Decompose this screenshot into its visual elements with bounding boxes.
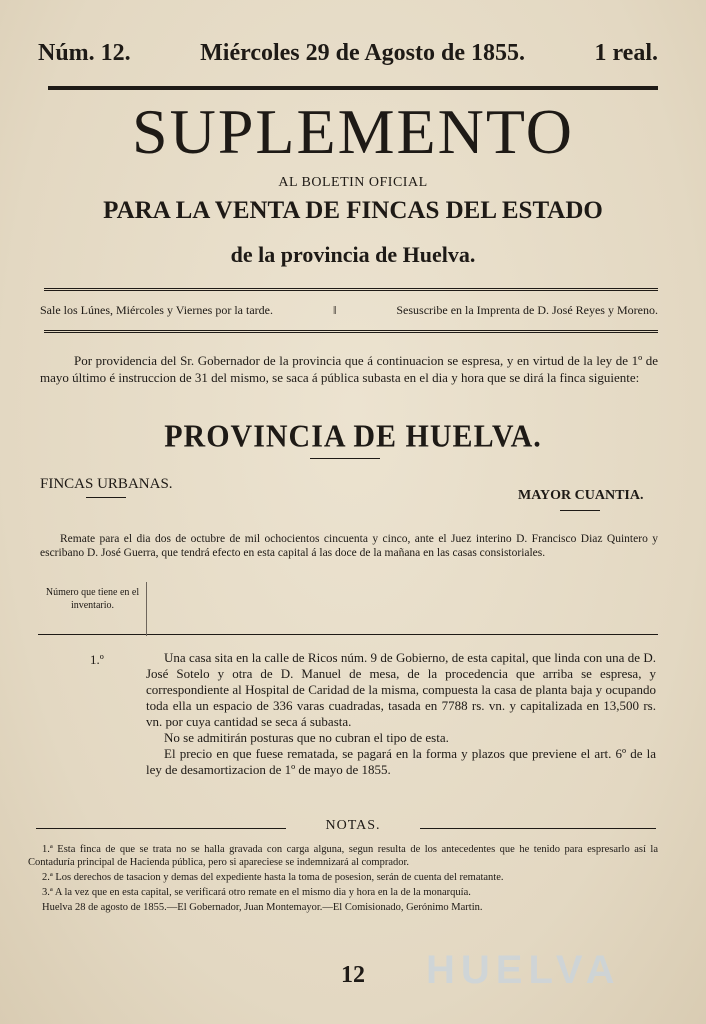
fincas-urbanas-heading: FINCAS URBANAS. [40, 476, 173, 492]
subtitle-boletin: AL BOLETIN OFICIAL [278, 175, 428, 190]
note-signature: Huelva 28 de agosto de 1855.—El Gobernador, Juan Montemayor.—El Comisionado, Gerónimo Martin. [42, 902, 483, 913]
page-title: SUPLEMENTO [132, 96, 574, 167]
divider-top [44, 288, 658, 291]
mayor-underline [560, 510, 600, 511]
item-paragraph: No se admitirán posturas que no cubran el tipo de esta. [164, 730, 449, 745]
table-header-rule [38, 634, 658, 635]
mayor-cuantia-heading: MAYOR CUANTIA. [518, 488, 644, 503]
intro-paragraph: Por providencia del Sr. Gobernador de la provincia que á continuacion se espresa, y en virtud de la ley de 1º de mayo último é instruccion de 31 del mismo, se saca á pública subasta en el dia y hora que se dirá la finca siguiente: [40, 353, 658, 385]
notes-list [28, 843, 658, 916]
page-number: 12 [341, 962, 365, 988]
divider-bottom [44, 330, 658, 333]
issue-date: Miércoles 29 de Agosto de 1855. [200, 40, 525, 66]
item-description [146, 650, 656, 778]
notas-heading: NOTAS. [325, 818, 381, 833]
notas-rule-right [420, 828, 656, 829]
numero-label: Número que tiene en el inventario. [45, 587, 140, 611]
note-item: 2.ª Los derechos de tasacion y demas del expediente hasta la toma de posesion, serán de cuenta del rematante. [42, 872, 504, 883]
masthead-line [38, 40, 658, 67]
section-title: PROVINCIA DE HUELVA. [164, 419, 542, 454]
note-item: 1.ª Esta finca de que se trata no se halla gravada con carga alguna, segun resulta de los antecedentes que he tenido para espresarlo así la Contaduría principal de Hacienda pública, pero si apareciese se indemnizará al comprador. [28, 844, 658, 868]
subtitle-venta: PARA LA VENTA DE FINCAS DEL ESTADO [103, 197, 603, 224]
item-number: 1.º [90, 652, 104, 667]
issue-price: 1 real. [594, 40, 658, 66]
library-watermark: HUELVA [426, 948, 621, 992]
column-divider [146, 582, 147, 636]
fincas-underline [86, 497, 126, 498]
item-paragraph: El precio en que fuese rematada, se pagará en la forma y plazos que previene el art. 6º de la ley de desamortizacion de 1º de mayo de 1855. [146, 746, 656, 777]
remate-paragraph: Remate para el dia dos de octubre de mil ochocientos cincuenta y cinco, ante el Juez interino D. Francisco Diaz Quintero y escribano D. José Guerra, que tendrá efecto en esta capital á las doce de la mañana en las casas consistoriales. [40, 533, 658, 559]
publication-subscription: Sesuscribe en la Imprenta de D. José Reyes y Moreno. [396, 303, 658, 317]
masthead-rule [48, 86, 658, 90]
publication-info [40, 303, 658, 318]
item-paragraph: Una casa sita en la calle de Ricos núm. 9 de Gobierno, de esta capital, que linda con una de D. José Sotelo y otra de D. Manuel de mesa, de la procedencia que arriba se espresa, y correspondiente al Hospital de Caridad de la misma, compuesta la casa de planta baja y ocupando toda ella un espacio de 336 varas cuadradas, tasada en 7788 rs. vn. y capitalizada en 13,500 rs. vn. por cuya cantidad se seca á subasta. [146, 650, 656, 729]
subtitle-provincia: de la provincia de Huelva. [230, 242, 476, 267]
notas-rule-left [36, 828, 286, 829]
note-item: 3.ª A la vez que en esta capital, se verificará otro remate en el mismo dia y hora en la de la monarquía. [42, 887, 471, 898]
publication-schedule: Sale los Lúnes, Miércoles y Viernes por la tarde. [40, 303, 273, 317]
separator: ‖ [333, 303, 337, 317]
section-underline [310, 458, 380, 459]
issue-number: Núm. 12. [38, 40, 131, 66]
